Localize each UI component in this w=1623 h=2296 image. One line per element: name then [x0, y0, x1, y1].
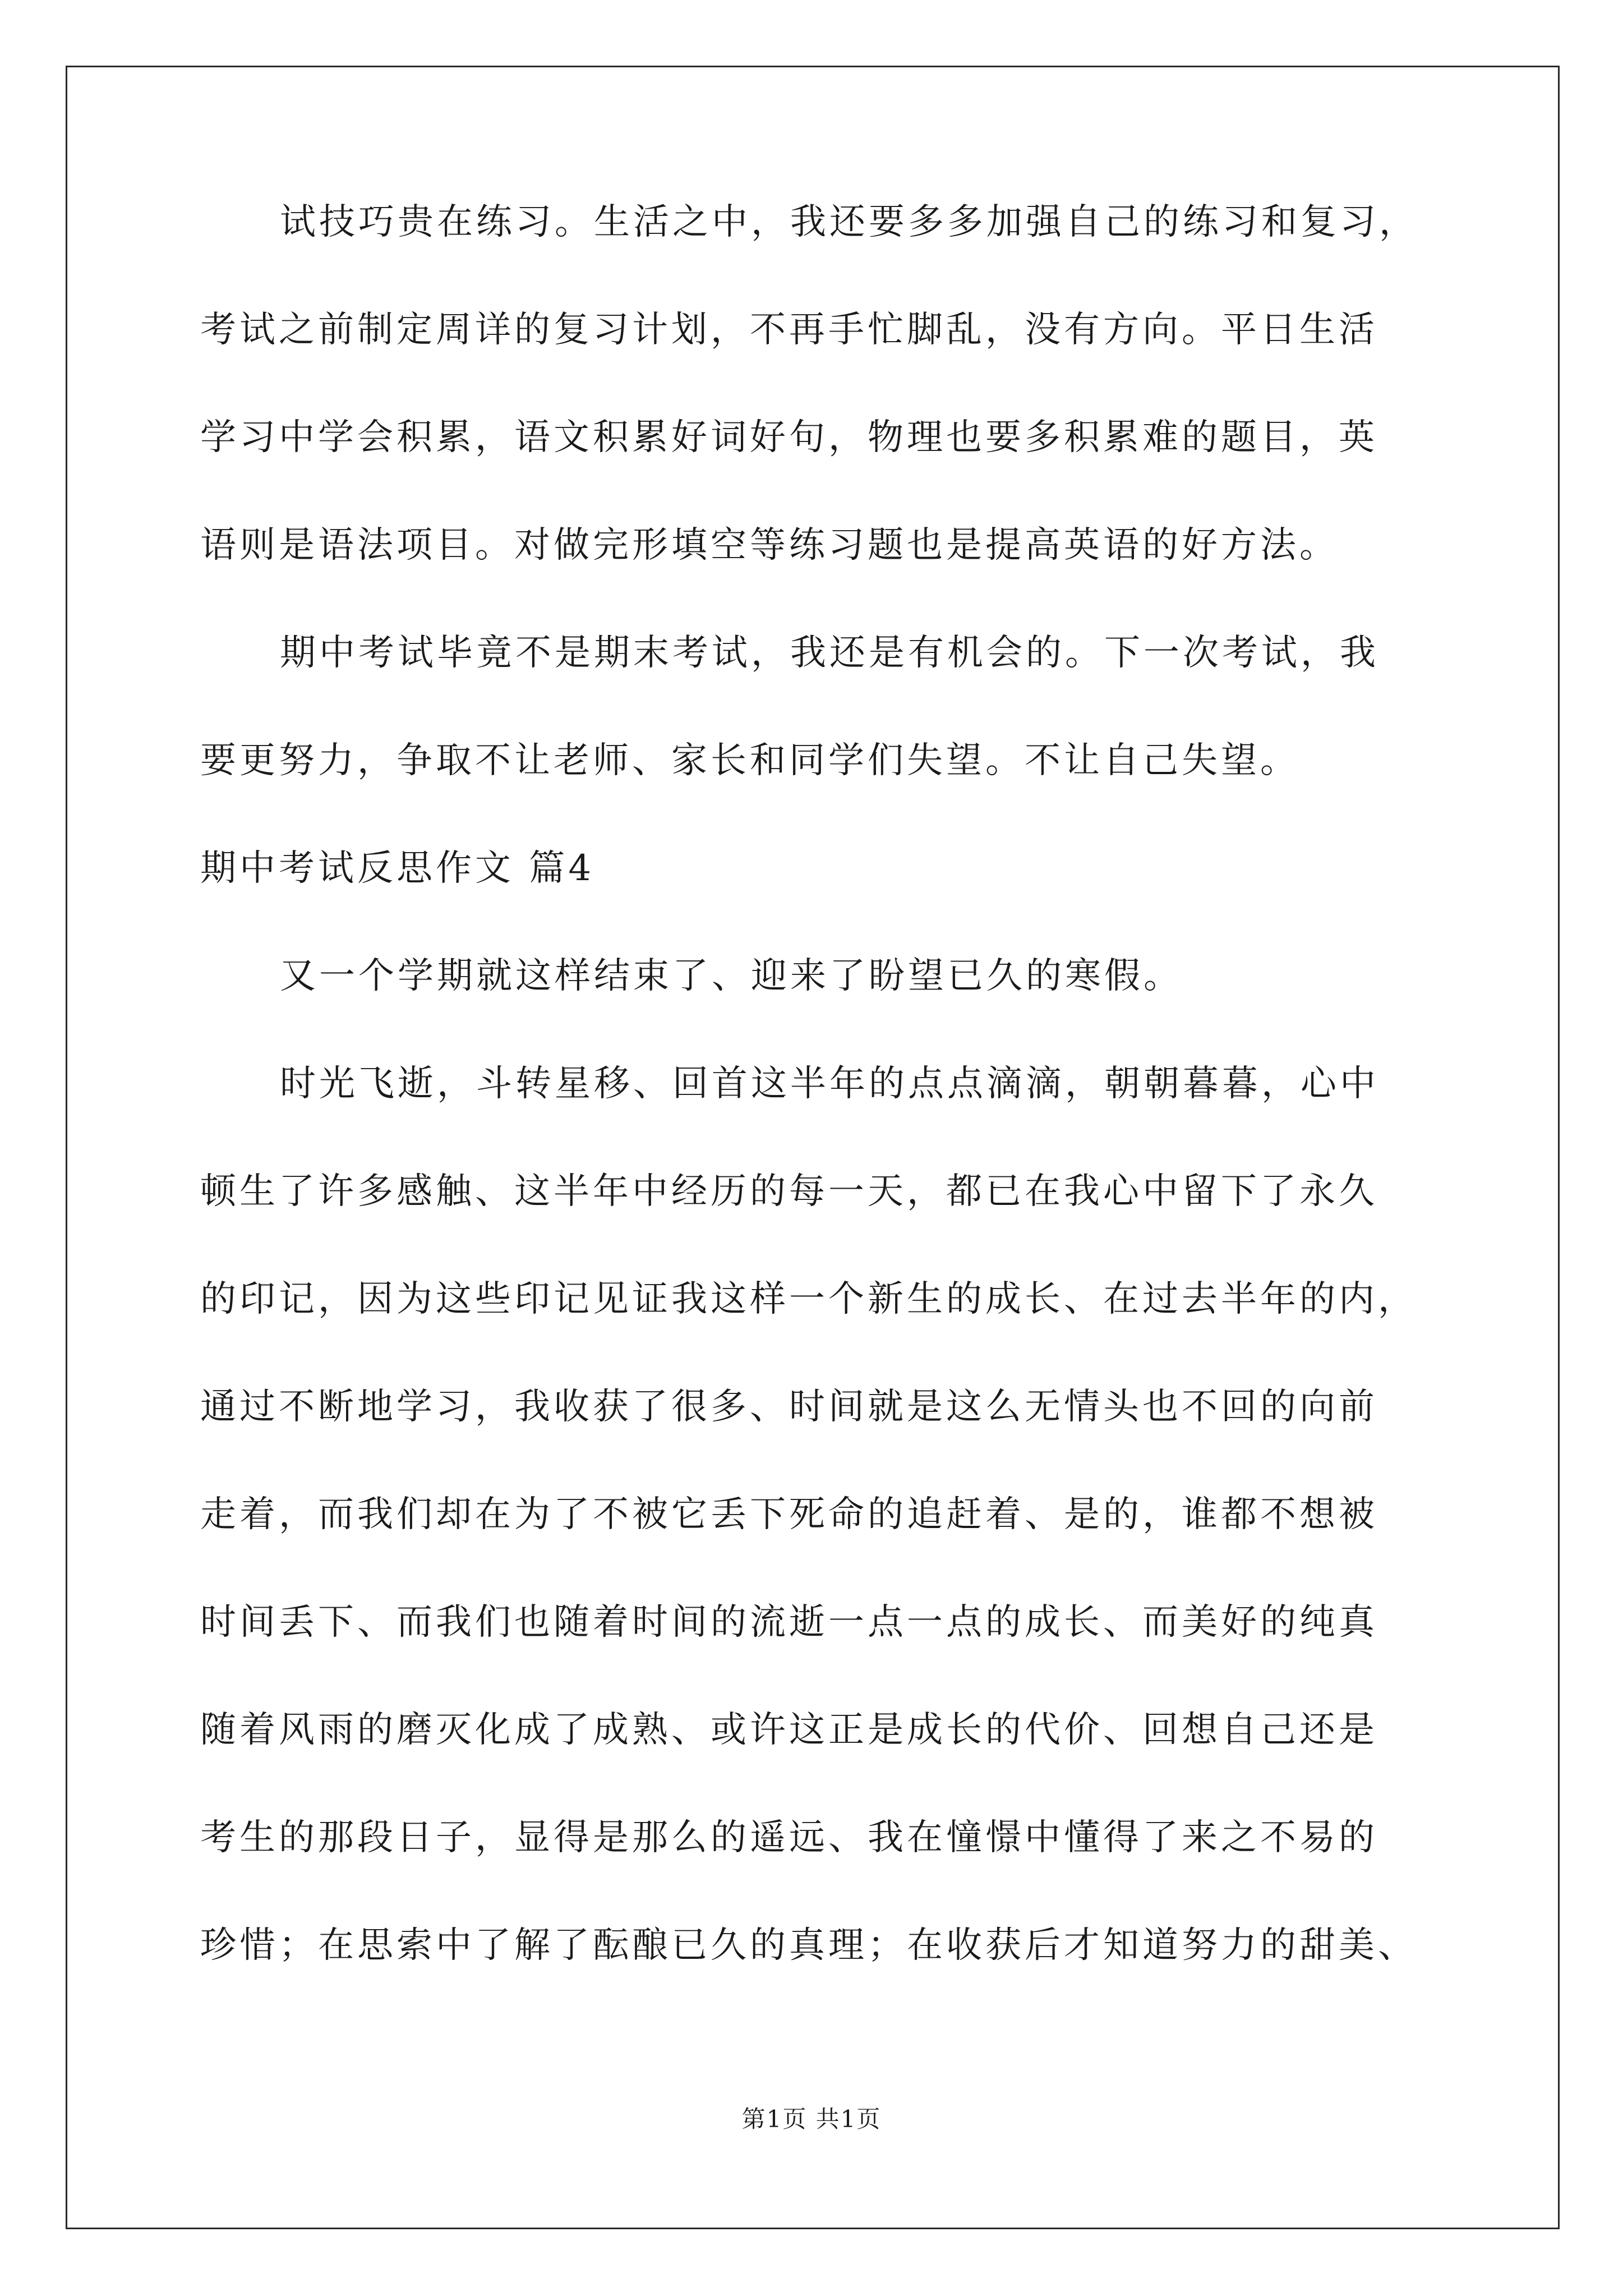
paragraph-line: 时光飞逝，斗转星移、回首这半年的点点滴滴，朝朝暮暮，心中 [280, 1063, 1379, 1105]
paragraph-line: 又一个学期就这样结束了、迎来了盼望已久的寒假。 [280, 955, 1183, 997]
paragraph-line: 走着，而我们却在为了不被它丢下死命的追赶着、是的，谁都不想被 [200, 1494, 1378, 1535]
paragraph-line: 学习中学会积累，语文积累好词好句，物理也要多积累难的题目，英 [200, 417, 1378, 458]
paragraph-line: 考试之前制定周详的复习计划，不再手忙脚乱，没有方向。平日生活 [200, 309, 1378, 351]
paragraph-line: 顿生了许多感触、这半年中经历的每一天，都已在我心中留下了永久 [200, 1171, 1378, 1212]
section-heading: 期中考试反思作文 篇4 [200, 848, 595, 889]
paragraph-line: 要更努力，争取不让老师、家长和同学们失望。不让自己失望。 [200, 740, 1299, 781]
paragraph-line: 的印记，因为这些印记见证我这样一个新生的成长、在过去半年的内， [200, 1278, 1417, 1320]
paragraph-line: 随着风雨的磨灭化成了成熟、或许这正是成长的代价、回想自己还是 [200, 1709, 1378, 1751]
page-border [66, 66, 1560, 2229]
paragraph-line: 考生的那段日子，显得是那么的遥远、我在憧憬中懂得了来之不易的 [200, 1817, 1378, 1858]
paragraph-line: 珍惜；在思索中了解了酝酿已久的真理；在收获后才知道努力的甜美、 [200, 1925, 1417, 1966]
paragraph-line: 语则是语法项目。对做完形填空等练习题也是提高英语的好方法。 [200, 524, 1339, 566]
paragraph-line: 试技巧贵在练习。生活之中，我还要多多加强自己的练习和复习， [280, 201, 1418, 243]
paragraph-line: 时间丢下、而我们也随着时间的流逝一点一点的成长、而美好的纯真 [200, 1602, 1378, 1643]
page-footer: 第1页 共1页 [741, 2105, 882, 2133]
paragraph-line: 期中考试毕竟不是期末考试，我还是有机会的。下一次考试，我 [280, 632, 1379, 674]
paragraph-line: 通过不断地学习，我收获了很多、时间就是这么无情头也不回的向前 [200, 1386, 1378, 1428]
